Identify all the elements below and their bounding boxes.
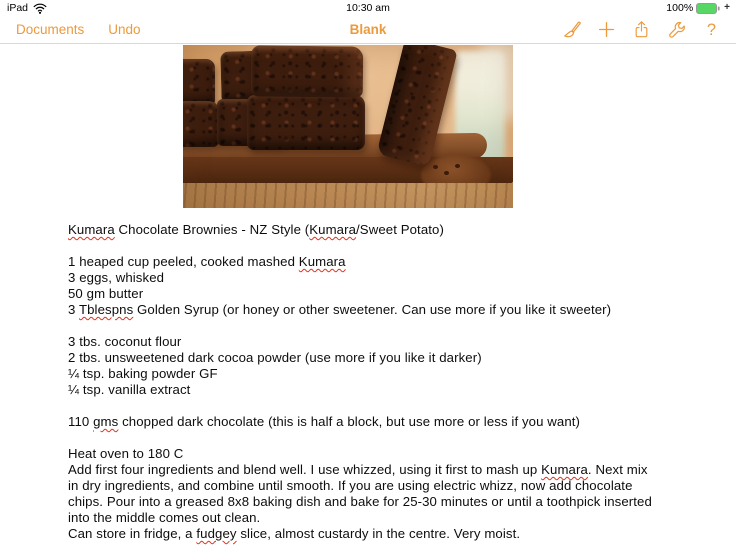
text-line[interactable] (68, 478, 652, 494)
text-run: in dry ingredients, and combine until smooth. If you are using electric whizz, now add chocolate (68, 478, 633, 493)
blank-line[interactable] (68, 318, 652, 334)
text-line[interactable] (68, 446, 652, 462)
document-text[interactable] (68, 222, 652, 542)
document-title: Blank (349, 22, 387, 37)
recipe-photo[interactable] (183, 45, 513, 208)
help-icon[interactable]: ? (701, 19, 722, 41)
toolbar-actions (561, 19, 722, 41)
documents-button[interactable]: Documents (16, 22, 85, 37)
battery-full-icon (696, 3, 720, 14)
battery-percent: 100% (666, 2, 694, 14)
charging-indicator-icon: + (724, 2, 730, 13)
text-line[interactable] (68, 334, 652, 350)
text-run: Add first four ingredients and blend well. I use whizzed, using it first to mash up (68, 462, 542, 477)
text-run: 1 heaped cup peeled, cooked mashed (68, 254, 299, 269)
text-line[interactable] (68, 286, 652, 302)
blank-line[interactable] (68, 238, 652, 254)
text-run: into the middle comes out clean. (68, 510, 261, 525)
text-line[interactable] (68, 414, 652, 430)
status-bar (0, 0, 736, 16)
document-canvas[interactable] (0, 45, 736, 552)
text-run: ¼ tsp. vanilla extract (68, 382, 191, 397)
text-run: Chocolate Brownies - NZ Style ( (114, 222, 310, 237)
text-run: 110 (68, 414, 94, 429)
text-run: . Next mix (587, 462, 648, 477)
text-line[interactable] (68, 302, 652, 318)
text-line[interactable] (68, 510, 652, 526)
misspelled-word: fudgey (196, 526, 237, 541)
text-run: ¼ tsp. baking powder GF (68, 366, 218, 381)
share-icon[interactable] (631, 19, 652, 41)
text-run: 3 eggs, whisked (68, 270, 165, 285)
text-line[interactable] (68, 254, 652, 270)
text-run: Can store in fridge, a (68, 526, 197, 541)
blank-line[interactable] (68, 398, 652, 414)
text-line[interactable] (68, 382, 652, 398)
misspelled-word: Tblespns (78, 302, 134, 317)
misspelled-word: gms (93, 414, 119, 429)
misspelled-word: Kumara (298, 254, 346, 269)
tools-wrench-icon[interactable] (666, 19, 687, 41)
text-run: 2 tbs. unsweetened dark cocoa powder (use more if you like it darker) (68, 350, 482, 365)
misspelled-word: Kumara (68, 222, 115, 237)
format-brush-icon[interactable] (561, 19, 582, 41)
misspelled-word: Kumara (309, 222, 357, 237)
text-line[interactable] (68, 366, 652, 382)
text-run: Heat oven to 180 C (68, 446, 184, 461)
text-run: chopped dark chocolate (this is half a block, but use more or less if you want) (118, 414, 581, 429)
text-run: /Sweet Potato) (356, 222, 444, 237)
text-run: slice, almost custardy in the centre. Very moist. (236, 526, 521, 541)
text-line[interactable] (68, 462, 652, 478)
blank-line[interactable] (68, 430, 652, 446)
clock: 10:30 am (346, 2, 390, 14)
misspelled-word: Kumara (541, 462, 588, 477)
undo-button[interactable]: Undo (108, 22, 141, 37)
device-label: iPad (7, 2, 29, 14)
text-run: 3 tbs. coconut flour (68, 334, 182, 349)
text-run: chips. Pour into a greased 8x8 baking dish and bake for 25-30 minutes or until a toothpick inserted (68, 494, 652, 509)
text-run: 3 (68, 302, 79, 317)
photo-vignette (183, 45, 513, 208)
text-run: 50 gm butter (68, 286, 144, 301)
text-line[interactable] (68, 494, 652, 510)
toolbar (0, 16, 736, 44)
text-run: Golden Syrup (or honey or other sweetener. Can use more if you like it sweeter) (133, 302, 612, 317)
insert-plus-icon[interactable] (596, 19, 617, 41)
text-line[interactable] (68, 222, 652, 238)
text-line[interactable] (68, 526, 652, 542)
text-line[interactable] (68, 270, 652, 286)
text-line[interactable] (68, 350, 652, 366)
